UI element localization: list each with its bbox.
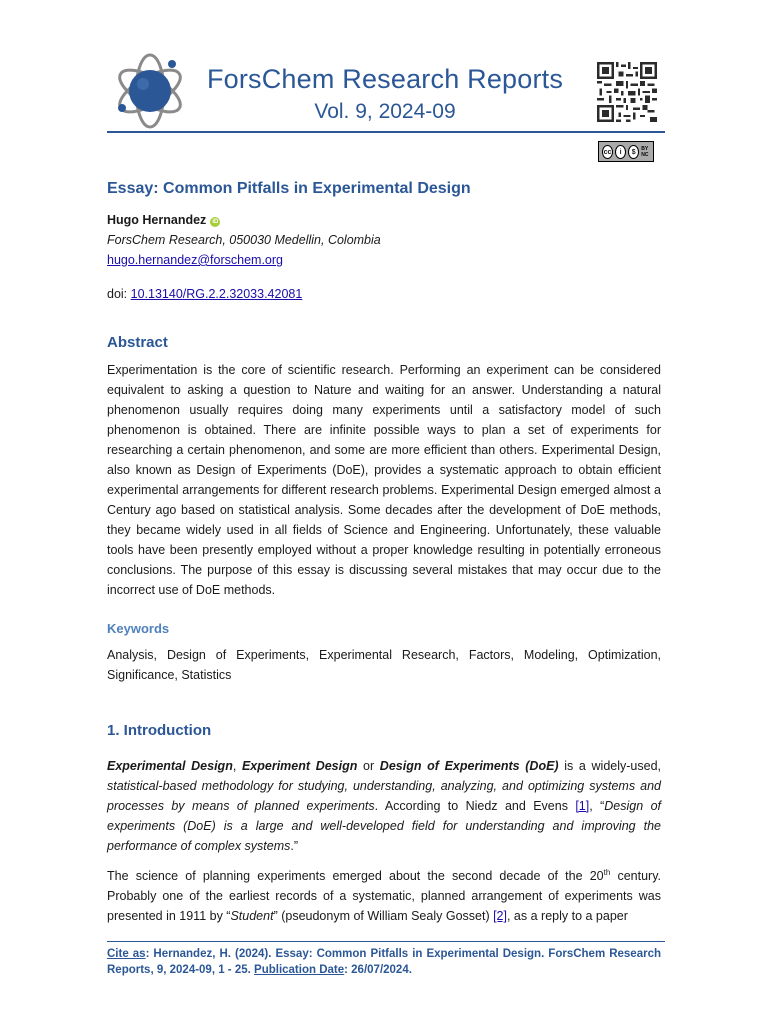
quote-text: Design of experiments (DoE) is a large and well-developed field for understanding and improving the performance of complex systems bbox=[107, 799, 661, 853]
publication-date: : 26/07/2024. bbox=[344, 964, 412, 976]
text-run: is a widely-used, bbox=[558, 759, 662, 773]
abstract-heading: Abstract bbox=[107, 334, 168, 351]
pseudonym-text: Student bbox=[230, 909, 274, 924]
qr-code-icon[interactable] bbox=[597, 62, 657, 122]
journal-volume: Vol. 9, 2024-09 bbox=[314, 100, 456, 123]
term-experiment-design: Experiment Design bbox=[241, 759, 358, 773]
journal-title: ForsChem Research Reports bbox=[206, 64, 564, 94]
keywords-heading: Keywords bbox=[107, 621, 170, 636]
text-run: , bbox=[232, 759, 242, 773]
forschem-logo-icon bbox=[112, 50, 188, 132]
text-run: or bbox=[357, 759, 380, 773]
citation-footer bbox=[107, 946, 661, 978]
intro-paragraph-1 bbox=[107, 756, 661, 856]
header-divider bbox=[107, 131, 665, 133]
definition-text: statistical-based methodology for studying, understanding, analyzing, and optimizing systems and processes by means of planned experiments bbox=[107, 779, 661, 813]
cite-label: Cite as bbox=[107, 948, 146, 960]
term-experimental-design: Experimental Design bbox=[107, 759, 233, 773]
intro-paragraph-2 bbox=[107, 863, 661, 926]
superscript: th bbox=[603, 868, 611, 877]
author-line bbox=[107, 213, 220, 227]
keywords-text: Analysis, Design of Experiments, Experimental Research, Factors, Modeling, Optimization, Significance, Statistics bbox=[107, 648, 661, 682]
cite-text: : Hernandez, H. (2024). Essay: Common Pitfalls in Experimental Design. ForsChem Research Reports, 9, 2024-09, 1 - 25. bbox=[107, 948, 661, 976]
by-icon: i bbox=[615, 145, 626, 159]
text-run: The science of planning experiments emerged about the second decade of the 20 bbox=[107, 869, 604, 884]
text-run: , as a reply to a paper bbox=[506, 909, 628, 924]
introduction-heading: 1. Introduction bbox=[107, 722, 212, 739]
text-run: ” (pseudonym of William Sealy Gosset) bbox=[273, 909, 494, 924]
cc-license-badge[interactable] bbox=[598, 141, 654, 162]
affiliation: ForsChem Research, 050030 Medellin, Colombia bbox=[107, 233, 381, 247]
publication-date-label: Publication Date bbox=[254, 964, 345, 976]
author-name: Hugo Hernandez bbox=[107, 213, 207, 227]
article-title: Essay: Common Pitfalls in Experimental Design bbox=[107, 180, 471, 197]
reference-link-2[interactable]: [2] bbox=[493, 909, 507, 924]
term-doe: Design of Experiments (DoE) bbox=[379, 759, 559, 773]
text-run: , “ bbox=[589, 799, 605, 813]
text-run: .” bbox=[290, 839, 299, 853]
orcid-icon[interactable]: iD bbox=[212, 219, 219, 225]
reference-link-1[interactable]: [1] bbox=[575, 799, 590, 813]
doi-link[interactable]: 10.13140/RG.2.2.32033.42081 bbox=[130, 287, 303, 301]
text-run: century. Probably one of the earliest records of a systematic, planned arrangement of experiments was presented in 1911 by “ bbox=[107, 869, 661, 924]
nc-icon: $ bbox=[628, 145, 639, 159]
doi-line bbox=[107, 287, 302, 301]
cc-icon: cc bbox=[602, 145, 613, 159]
license-label: BY NC bbox=[641, 145, 649, 158]
doi-label: doi: bbox=[107, 287, 128, 301]
text-run: . According to Niedz and Evens bbox=[374, 799, 576, 813]
abstract-text: Experimentation is the core of scientific research. Performing an experiment can be considered equivalent to asking a question to Nature and waiting for an answer. Understanding a natural phenomenon usually requires doing many experiments until a satisfactory model of such phenomenon is obtained. There are infinite possible ways to plan a set of experiments for researching a certain phenomenon, and some are more efficient than others. Experimental Design, also known as Design of Experiments (DoE), provides a systematic approach to obtain efficient experimental arrangements for different research problems. Experimental Design emerged almost a Century ago based on statistical analysis. Some decades after the development of DoE methods, they became widely used in all fields of Science and Engineering. Unfortunately, these valuable tools have been presently employed without a proper knowledge resulting in potentially erroneous conclusions. The purpose of this essay is discussing several mistakes that may occur due to the incorrect use of DoE methods. bbox=[107, 363, 661, 597]
author-email-link[interactable]: hugo.hernandez@forschem.org bbox=[107, 253, 283, 267]
footer-divider bbox=[107, 941, 665, 942]
